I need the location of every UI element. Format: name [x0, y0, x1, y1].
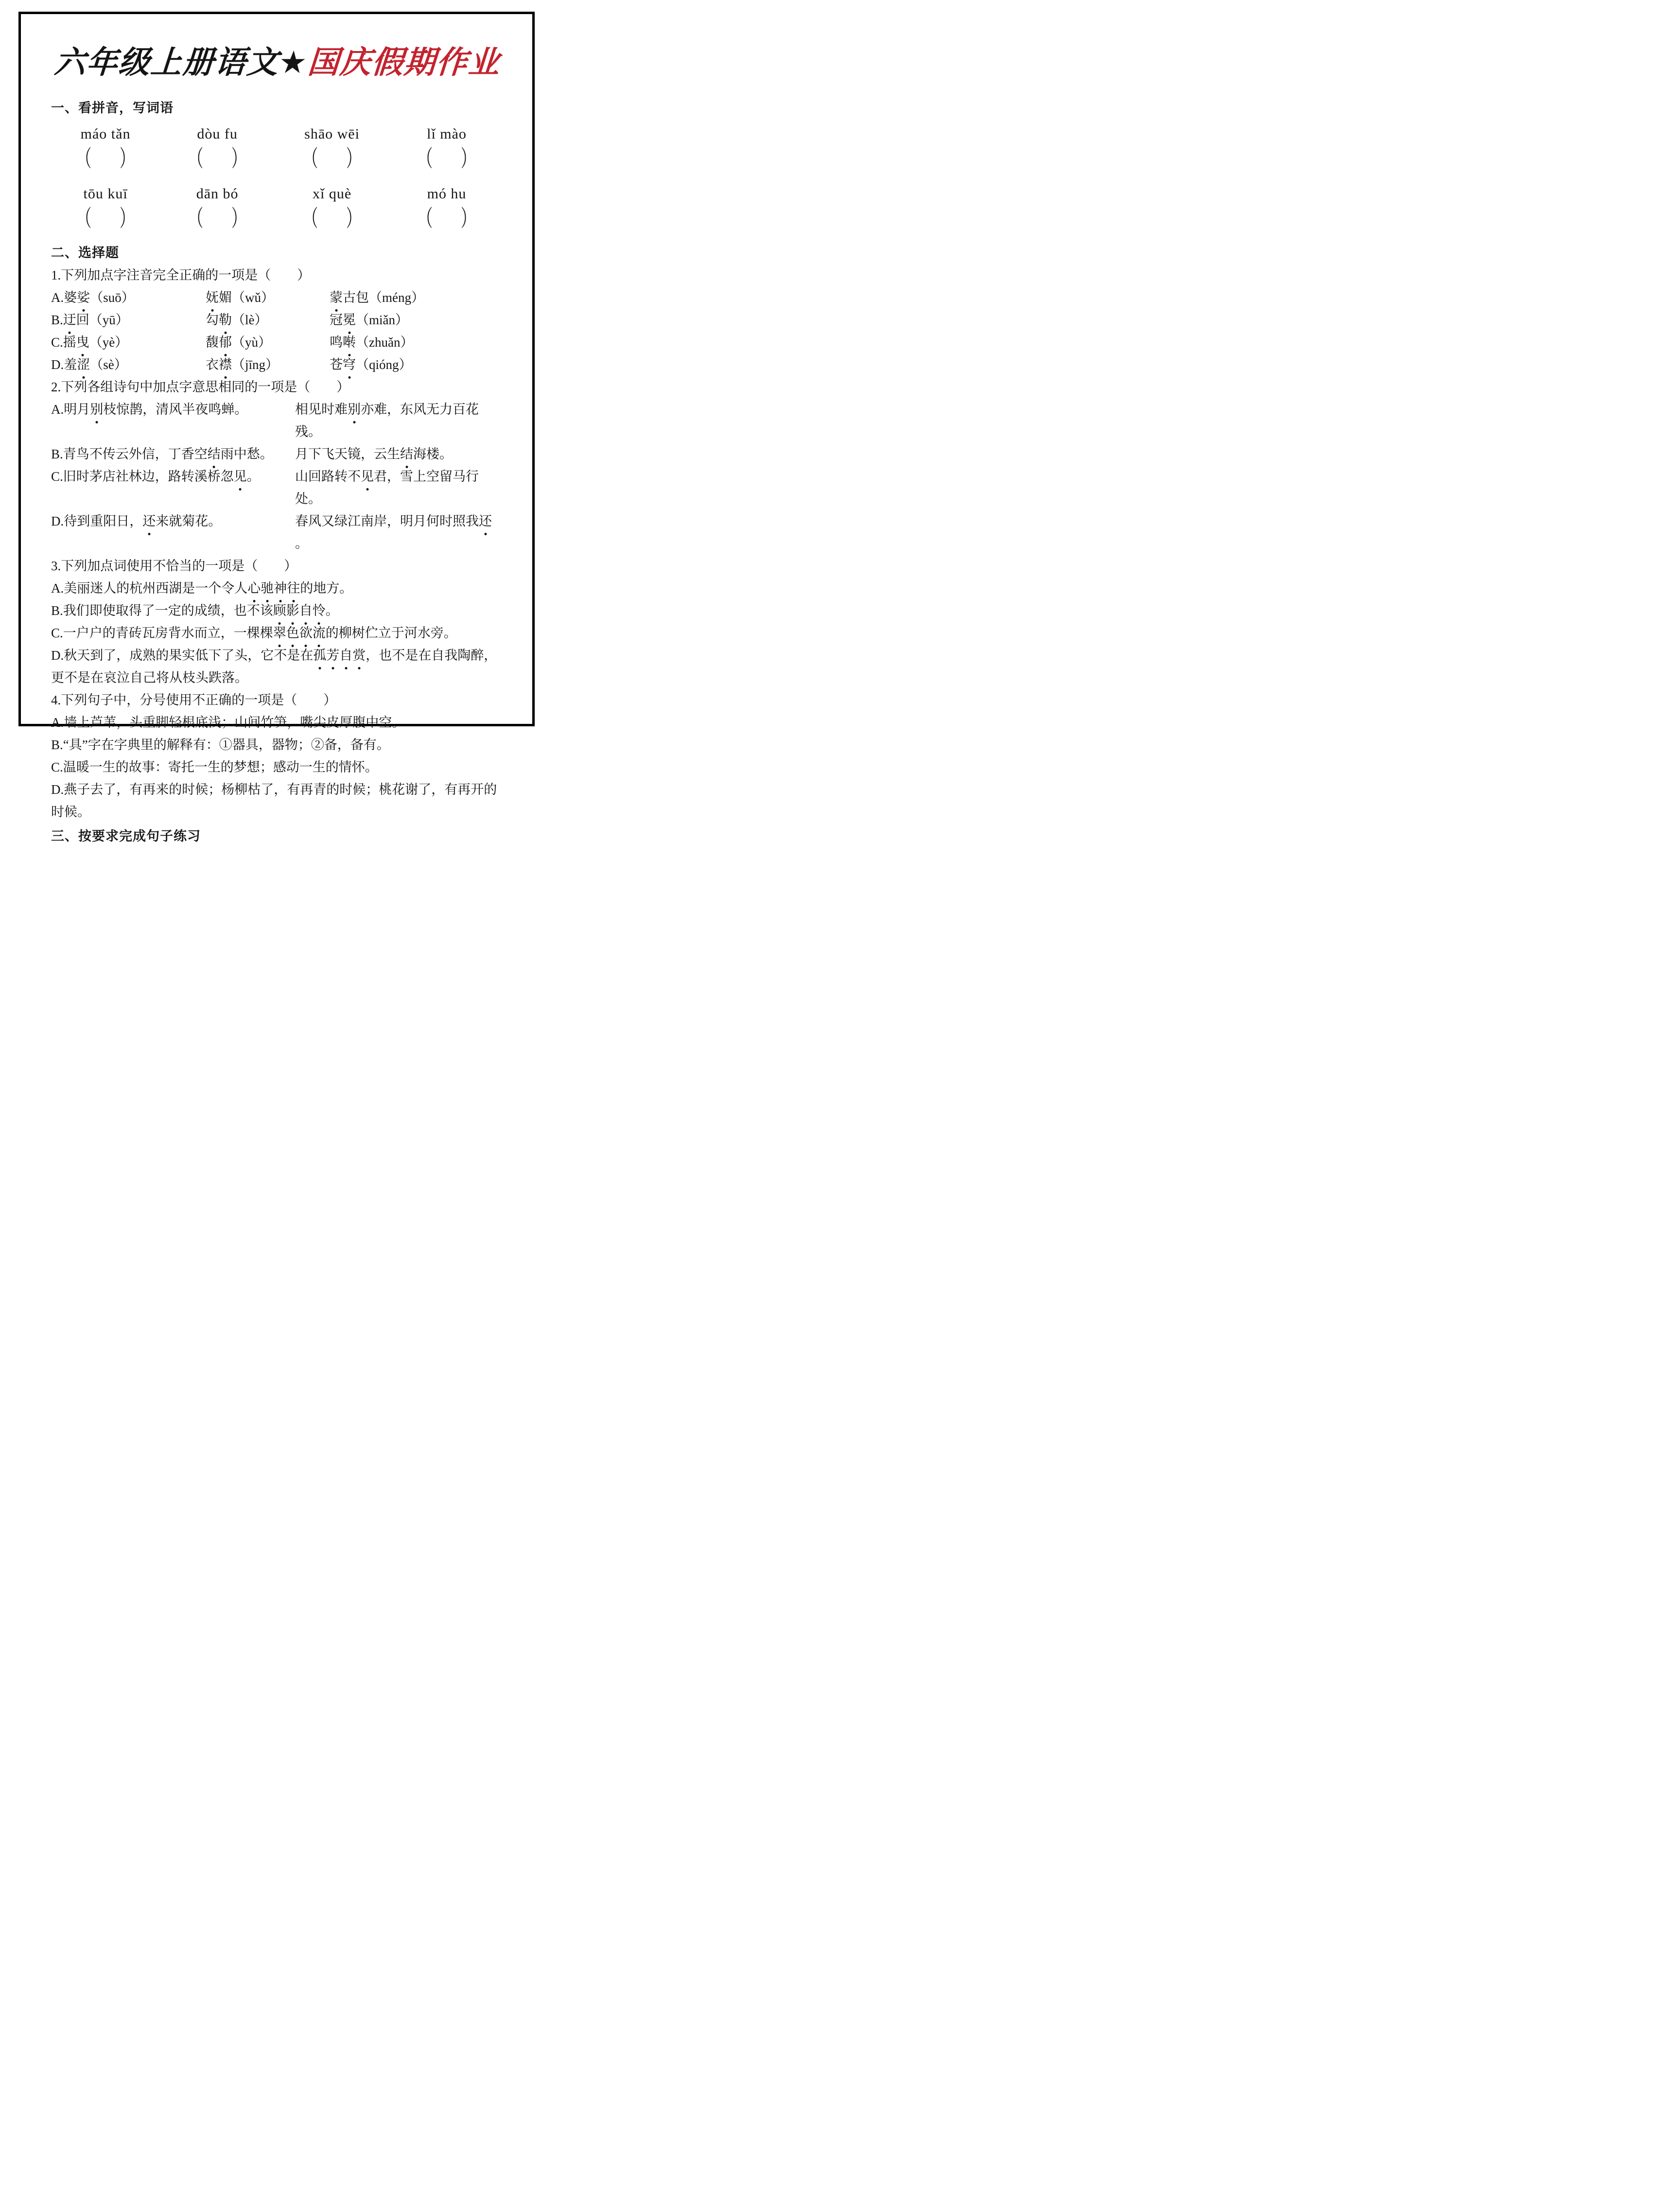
q2-option-a	[51, 398, 504, 443]
dotted-char: 见	[234, 465, 247, 488]
q1-a-word3: 蒙古包（méng）	[330, 286, 504, 309]
pinyin-text: lǐ mào	[427, 126, 467, 142]
title-black-part: 六年级上册语文★	[53, 45, 309, 80]
answer-blank	[189, 138, 246, 181]
paren-close: ）	[120, 146, 135, 172]
pinyin-grid-row2	[51, 182, 504, 237]
q1-d-word3: 苍穹（qióng）	[330, 353, 504, 376]
dotted-char: 啭	[343, 331, 356, 353]
section2-heading: 二、选择题	[51, 246, 119, 260]
dotted-char: 自	[299, 599, 313, 622]
dotted-char: 结	[400, 443, 413, 465]
q2-c-left-verse: C.旧时茅店社林边，路转溪桥忽见。	[51, 465, 295, 510]
q3-option-c: C.一户户的青砖瓦房背水而立，一棵棵翠色欲流的柳树伫立于河水旁。	[51, 622, 504, 644]
pinyin-text: xǐ què	[312, 186, 352, 202]
dotted-char: 结	[208, 443, 221, 465]
paren-close: ）	[231, 206, 246, 231]
paren-close: ）	[346, 146, 361, 172]
dotted-char: 娑	[77, 286, 90, 309]
q1-b-word1: B.迂回（yū）	[51, 309, 206, 331]
pinyin-cell	[275, 122, 389, 177]
dotted-char: 翠	[273, 622, 286, 644]
dotted-char: 驰	[261, 577, 274, 599]
q1-option-d	[51, 353, 504, 376]
pinyin-text: dān bó	[196, 186, 239, 202]
section3-heading: 三、按要求完成句子练习	[51, 829, 201, 843]
dotted-char: 流	[313, 622, 326, 644]
pinyin-cell	[160, 182, 275, 237]
dotted-char: 怜	[313, 599, 326, 622]
q2-stem: 2.下列各组诗句中加点字意思相同的一项是（ ）	[51, 380, 350, 394]
q3-stem: 3.下列加点词使用不恰当的一项是（ ）	[51, 559, 297, 573]
pinyin-cell	[389, 122, 504, 177]
title-red-part: 国庆假期作业	[306, 45, 502, 80]
dotted-char: 穹	[343, 353, 356, 376]
q2-b-left-verse: B.青鸟不传云外信，丁香空结雨中愁。	[51, 443, 295, 465]
q4-option-d: D.燕子去了，有再来的时候；杨柳枯了，有再青的时候；桃花谢了，有再开的时候。	[51, 782, 497, 819]
dotted-char: 勒	[219, 309, 232, 331]
q1-b-word2: 勾勒（lè）	[206, 309, 330, 331]
dotted-char: 冕	[343, 309, 356, 331]
q1-c-word1: C.摇曳（yè）	[51, 331, 206, 353]
q4-option-c: C.温暖一生的故事：寄托一生的梦想；感动一生的情怀。	[51, 760, 378, 774]
pinyin-text: shāo wēi	[304, 126, 360, 142]
dotted-char: 欲	[299, 622, 313, 644]
q1-d-word1: D.羞涩（sè）	[51, 353, 206, 376]
dotted-char: 赏	[352, 644, 366, 667]
q1-c-word2: 馥郁（yù）	[206, 331, 330, 353]
q2-a-right-verse: 相见时难别亦难，东风无力百花残。	[295, 398, 504, 443]
answer-blank	[303, 138, 361, 181]
dotted-char: 孤	[313, 644, 326, 667]
paren-close: ）	[120, 206, 135, 231]
q2-b-right-verse: 月下飞天镜，云生结海楼。	[295, 443, 504, 465]
dotted-char: 郁	[219, 331, 232, 353]
dotted-char: 涩	[77, 353, 90, 376]
dotted-char: 芳	[326, 644, 339, 667]
pinyin-cell	[389, 182, 504, 237]
dotted-char: 顾	[273, 599, 286, 622]
q3-option-b: B.我们即使取得了一定的成绩，也不该顾影自怜。	[51, 599, 504, 622]
q2-d-left-verse: D.待到重阳日，还来就菊花。	[51, 510, 295, 555]
section1-heading: 一、看拼音，写词语	[51, 101, 174, 115]
pinyin-cell	[51, 182, 160, 237]
dotted-char: 色	[286, 622, 299, 644]
q1-d-word2: 衣襟（jīng）	[206, 353, 330, 376]
pinyin-text: máo tǎn	[80, 126, 131, 142]
dotted-char: 妩	[206, 286, 219, 309]
dotted-char: 自	[339, 644, 352, 667]
q1-option-a	[51, 286, 504, 309]
q2-option-c	[51, 465, 504, 510]
paren-open: （	[77, 146, 92, 172]
paren-open: （	[303, 206, 318, 231]
q1-c-word3: 鸣啭（zhuǎn）	[330, 331, 504, 353]
paren-open: （	[303, 146, 318, 172]
dotted-char: 别	[90, 398, 103, 421]
paren-open: （	[418, 206, 433, 231]
pinyin-text: mó hu	[427, 186, 467, 202]
answer-blank	[418, 138, 475, 181]
q1-a-word2: 妩媚（wǔ）	[206, 286, 330, 309]
page-border-frame	[18, 12, 535, 843]
q1-a-word1: A.婆娑（suō）	[51, 286, 206, 309]
q2-d-right-verse: 春风又绿江南岸，明月何时照我还。	[295, 510, 504, 555]
q3-option-a: A.美丽迷人的杭州西湖是一个令人心驰神往的地方。	[51, 577, 504, 599]
dotted-char: 曳	[76, 331, 89, 353]
q2-option-d	[51, 510, 504, 555]
worksheet-page	[0, 0, 553, 843]
paren-open: （	[189, 206, 204, 231]
answer-blank	[303, 197, 361, 241]
paren-close: ）	[346, 206, 361, 231]
pinyin-text: tōu kuī	[83, 186, 128, 202]
pinyin-grid-row1	[51, 122, 504, 177]
q2-option-b	[51, 443, 504, 465]
dotted-char: 影	[286, 599, 299, 622]
q3-option-d: D.秋天到了，成熟的果实低下了头，它不是在孤芳自赏，也不是在自我陶醉，更不是在哀泣自己将从枝头跌落。	[51, 644, 504, 689]
dotted-char: 见	[361, 465, 374, 488]
pinyin-cell	[275, 182, 389, 237]
q4-option-a: A.墙上芦苇，头重脚轻根底浅；山间竹笋，嘴尖皮厚腹中空。	[51, 715, 405, 730]
q1-b-word3: 冠冕（miǎn）	[330, 309, 504, 331]
pinyin-cell	[160, 122, 275, 177]
q1-option-b	[51, 309, 504, 331]
paren-close: ）	[461, 206, 476, 231]
q2-c-right-verse: 山回路转不见君，雪上空留马行处。	[295, 465, 504, 510]
q4-stem: 4.下列句子中，分号使用不正确的一项是（ ）	[51, 693, 337, 707]
dotted-char: 迂	[63, 309, 76, 331]
pinyin-text: dòu fu	[197, 126, 238, 142]
q1-stem: 1.下列加点字注音完全正确的一项是（ ）	[51, 268, 311, 282]
dotted-char: 襟	[219, 353, 232, 376]
pinyin-cell	[51, 122, 160, 177]
paren-close: ）	[461, 146, 476, 172]
q4-option-b: B.“具”字在字典里的解释有：①器具，器物；②备，备有。	[51, 737, 390, 752]
answer-blank	[77, 138, 134, 181]
paren-close: ）	[231, 146, 246, 172]
dotted-char: 往	[287, 577, 300, 599]
dotted-char: 别	[348, 398, 361, 421]
page-title	[50, 37, 506, 82]
paren-open: （	[418, 146, 433, 172]
dotted-char: 还	[142, 510, 156, 532]
q2-a-left-verse: A.明月别枝惊鹊，清风半夜鸣蝉。	[51, 398, 295, 443]
dotted-char: 神	[274, 577, 287, 599]
dotted-char: 心	[247, 577, 261, 599]
dotted-char: 蒙	[330, 286, 343, 309]
dotted-char: 还	[479, 510, 492, 532]
paren-open: （	[189, 146, 204, 172]
answer-blank	[77, 197, 134, 241]
answer-blank	[418, 197, 475, 241]
paren-open: （	[77, 206, 92, 231]
answer-blank	[189, 197, 246, 241]
q1-option-c	[51, 331, 504, 353]
